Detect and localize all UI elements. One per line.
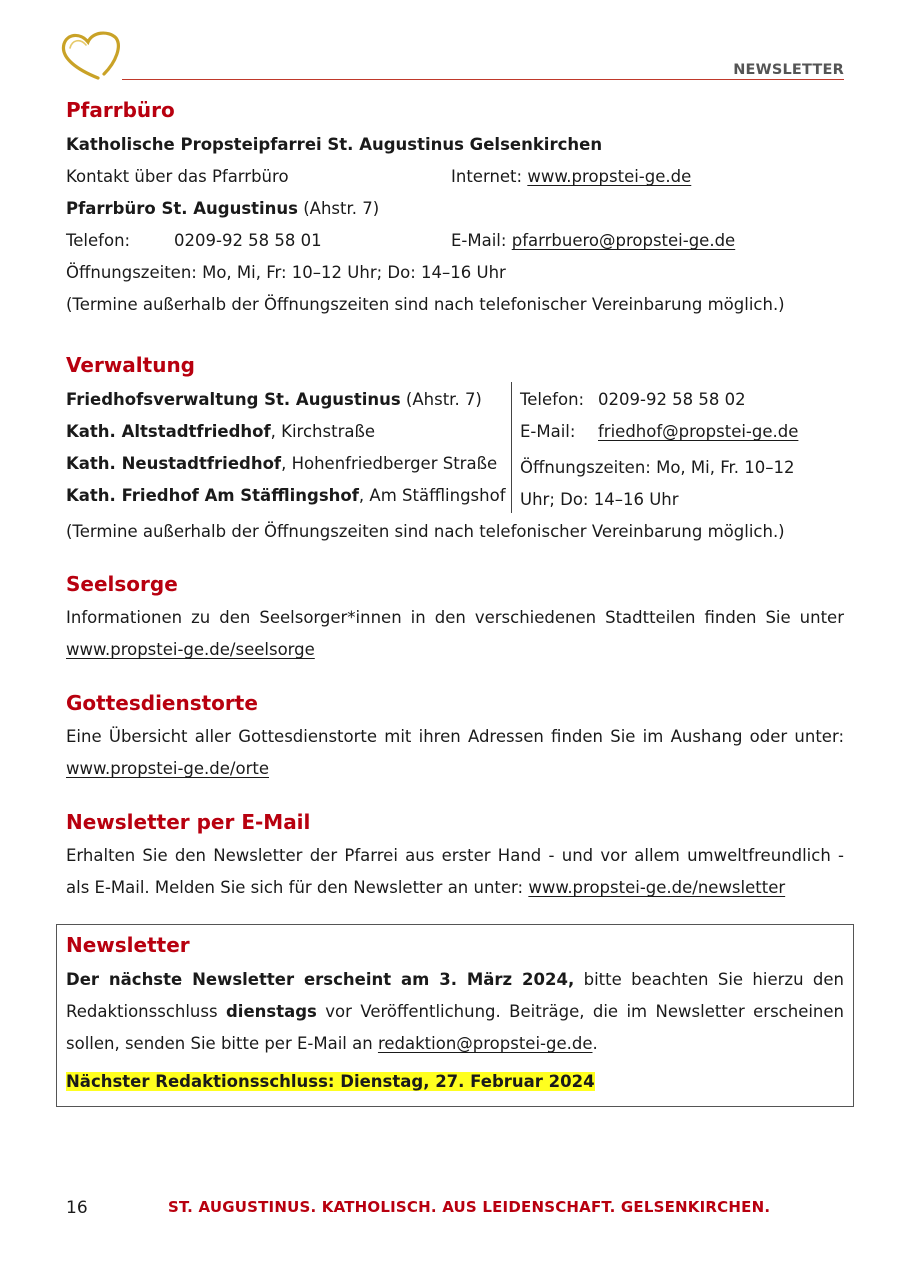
verwaltung-email-label: E-Mail: xyxy=(520,422,576,441)
verwaltung-hours-line1: Öffnungszeiten: Mo, Mi, Fr. 10–12 xyxy=(520,458,795,477)
footer-slogan: ST. AUGUSTINUS. KATHOLISCH. AUS LEIDENSCHAFT. GELSENKIRCHEN. xyxy=(168,1198,771,1216)
internet-link[interactable]: www.propstei-ge.de xyxy=(527,167,692,186)
heart-logo-icon xyxy=(58,28,122,82)
cemetery-row xyxy=(66,453,497,475)
newsletter-email-paragraph xyxy=(66,840,844,904)
org-name: Katholische Propsteipfarrei St. Augustinus Gelsenkirchen xyxy=(66,135,603,154)
verwaltung-phone-label: Telefon: xyxy=(520,390,585,409)
phone-label: Telefon: xyxy=(66,231,131,250)
seelsorge-text: Informationen zu den Seelsorger*innen in den verschiedenen Stadtteilen finden Sie unter xyxy=(66,608,844,627)
cemetery-detail: , Hohenfriedberger Straße xyxy=(281,454,498,473)
newsletter-deadline-day: dienstags xyxy=(225,1002,317,1021)
verwaltung-email-row xyxy=(520,421,798,443)
cemetery-row xyxy=(66,485,506,507)
verwaltung-email-link[interactable]: friedhof@propstei-ge.de xyxy=(598,422,799,441)
office-address: (Ahstr. 7) xyxy=(303,199,380,218)
seelsorge-link[interactable]: www.propstei-ge.de/seelsorge xyxy=(66,640,315,659)
newsletter-date: Der nächste Newsletter erscheint am 3. März 2024, xyxy=(66,970,575,989)
cemetery-detail: (Ahstr. 7) xyxy=(400,390,482,409)
office-hours: Öffnungszeiten: Mo, Mi, Fr: 10–12 Uhr; Do: 14–16 Uhr xyxy=(66,263,506,282)
gottesdienstorte-link[interactable]: www.propstei-ge.de/orte xyxy=(66,759,269,778)
cemetery-name: Kath. Altstadtfriedhof xyxy=(66,422,271,441)
newsletter-email-heading: Newsletter per E-Mail xyxy=(66,810,311,834)
newsletter-text-1: bitte beachten Sie hierzu den Redaktionsschluss xyxy=(66,970,844,1021)
cemetery-name: Kath. Neustadtfriedhof xyxy=(66,454,282,473)
cemetery-detail: , Am Stäfflingshof xyxy=(358,486,506,505)
cemetery-row xyxy=(66,421,375,443)
newsletter-box-paragraph xyxy=(66,964,844,1060)
contact-text: Kontakt über das Pfarrbüro xyxy=(66,167,289,186)
email-row xyxy=(451,230,735,252)
office-name: Pfarrbüro St. Augustinus xyxy=(66,199,298,218)
header-rule xyxy=(122,79,844,80)
deadline-highlight: Nächster Redaktionsschluss: Dienstag, 27. Februar 2024 xyxy=(66,1072,595,1091)
newsletter-signup-link[interactable]: www.propstei-ge.de/newsletter xyxy=(528,878,786,897)
newsletter-email-text: Erhalten Sie den Newsletter der Pfarrei aus erster Hand - und vor allem umweltfreundlich - als E-Mail. Melden Sie sich für den Newsletter an unter: xyxy=(66,846,844,897)
deadline-row xyxy=(66,1071,595,1093)
gottesdienstorte-text: Eine Übersicht aller Gottesdienstorte mit ihren Adressen finden Sie im Aushang oder unter: xyxy=(66,727,844,746)
gottesdienstorte-paragraph xyxy=(66,721,844,785)
newsletter-text-2: vor Veröffentlichung. Beiträge, die im Newsletter erscheinen sollen, senden Sie bitte per E-Mail an xyxy=(66,1002,844,1053)
email-link[interactable]: pfarrbuero@propstei-ge.de xyxy=(511,231,736,250)
cemetery-name: Friedhofsverwaltung St. Augustinus xyxy=(66,390,401,409)
pfarrbuero-heading: Pfarrbüro xyxy=(66,98,175,122)
redaktion-email-link[interactable]: redaktion@propstei-ge.de xyxy=(377,1034,593,1053)
cemetery-row xyxy=(66,389,482,411)
phone-row xyxy=(66,230,322,252)
gottesdienstorte-heading: Gottesdienstorte xyxy=(66,691,258,715)
column-divider xyxy=(511,382,512,513)
verwaltung-hours-line2: Uhr; Do: 14–16 Uhr xyxy=(520,490,679,509)
internet-label: Internet: xyxy=(451,167,523,186)
office-note: (Termine außerhalb der Öffnungszeiten sind nach telefonischer Vereinbarung möglich.) xyxy=(66,295,785,314)
verwaltung-phone: 0209-92 58 58 02 xyxy=(598,390,746,409)
phone-number: 0209-92 58 58 01 xyxy=(174,231,322,250)
newsletter-text-3: . xyxy=(592,1034,598,1053)
verwaltung-note: (Termine außerhalb der Öffnungszeiten sind nach telefonischer Vereinbarung möglich.) xyxy=(66,522,785,541)
verwaltung-heading: Verwaltung xyxy=(66,353,195,377)
internet-row xyxy=(451,166,691,188)
page-number: 16 xyxy=(66,1198,88,1218)
cemetery-detail: , Kirchstraße xyxy=(270,422,376,441)
seelsorge-paragraph xyxy=(66,602,844,666)
office-row xyxy=(66,198,379,220)
verwaltung-phone-row xyxy=(520,389,746,411)
email-label: E-Mail: xyxy=(451,231,507,250)
seelsorge-heading: Seelsorge xyxy=(66,572,178,596)
cemetery-name: Kath. Friedhof Am Stäfflingshof xyxy=(66,486,359,505)
newsletter-box-heading: Newsletter xyxy=(66,933,190,957)
header-title: NEWSLETTER xyxy=(733,62,844,78)
